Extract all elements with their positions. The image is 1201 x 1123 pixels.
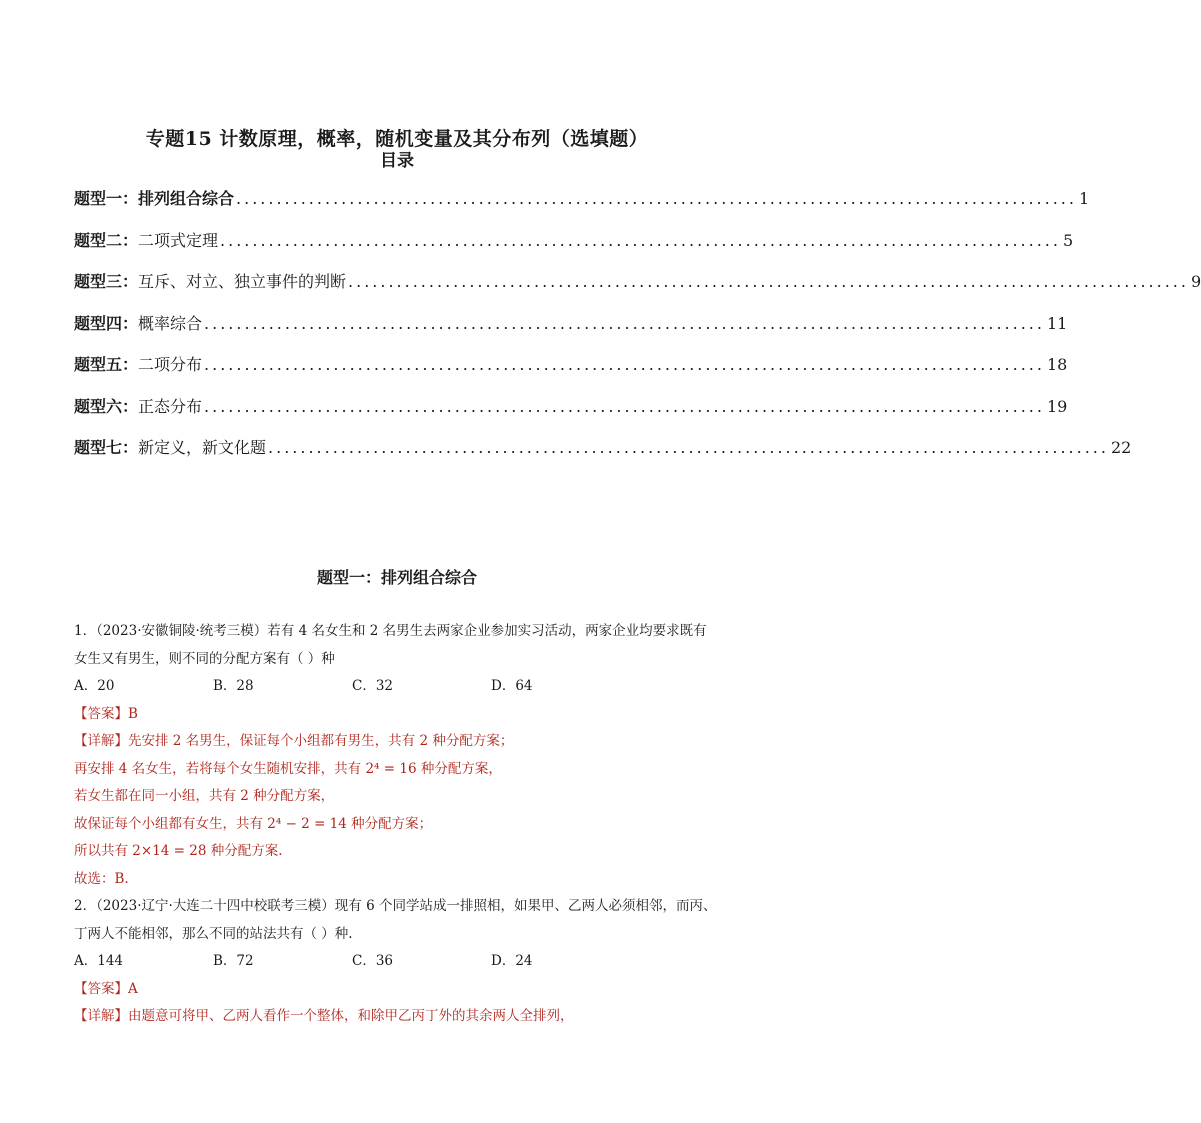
toc-label: 题型一： bbox=[74, 189, 139, 208]
toc-page: 22 bbox=[1110, 438, 1132, 457]
toc-page: 9 bbox=[1190, 272, 1201, 291]
question-body bbox=[74, 618, 726, 1031]
toc-text: 新定义，新文化题 bbox=[138, 438, 267, 457]
q1-detail-line-3: 若女生都在同一小组，共有 2 种分配方案， bbox=[74, 788, 335, 804]
toc-leader: ........................................................................................................ bbox=[268, 438, 1109, 457]
toc-heading: 目录 bbox=[380, 151, 414, 171]
toc-page: 19 bbox=[1046, 396, 1068, 416]
q1-stem-line-1: 1．（2023·安徽铜陵·统考三模）若有 4 名女生和 2 名男生去两家企业参加实习活动，两家企业均要求既有 bbox=[74, 623, 707, 639]
q2-detail-line-1 bbox=[74, 1003, 726, 1031]
q2-option-b: B．72 bbox=[213, 953, 254, 969]
q2-option-c: C．36 bbox=[352, 953, 394, 969]
toc-entry-7[interactable] bbox=[74, 435, 1132, 477]
q1-detail-line-4: 故保证每个小组都有女生，共有 2⁴ − 2 = 14 种分配方案； bbox=[74, 815, 433, 832]
toc-text: 概率综合 bbox=[138, 313, 203, 333]
q1-option-c: C．32 bbox=[352, 678, 394, 694]
toc-label: 题型四： bbox=[74, 313, 139, 333]
toc-label: 题型六： bbox=[74, 396, 139, 416]
q1-option-d: D．64 bbox=[491, 678, 533, 694]
q1-options bbox=[74, 673, 726, 701]
toc-leader: ........................................................................................................ bbox=[220, 230, 1061, 250]
toc-page: 18 bbox=[1046, 355, 1068, 374]
q1-option-a: A．20 bbox=[74, 678, 115, 694]
toc-text: 二项分布 bbox=[138, 355, 203, 374]
toc-label: 题型三： bbox=[74, 272, 139, 291]
detail-label: 【详解】 bbox=[74, 733, 128, 749]
answer-label: 【答案】 bbox=[74, 980, 128, 997]
toc-leader: ........................................................................................................ bbox=[204, 313, 1045, 333]
toc-entry-6[interactable] bbox=[74, 394, 1068, 436]
table-of-contents bbox=[74, 186, 1201, 477]
toc-label: 题型五： bbox=[74, 355, 139, 374]
toc-label: 题型七： bbox=[74, 438, 139, 457]
q1-conclusion: 故选：B. bbox=[74, 870, 129, 887]
toc-entry-4[interactable] bbox=[74, 311, 1068, 353]
q1-detail-line-1 bbox=[74, 728, 726, 756]
q2-option-a: A．144 bbox=[74, 953, 124, 969]
toc-text: 正态分布 bbox=[138, 396, 203, 416]
toc-text: 排列组合综合 bbox=[138, 189, 235, 208]
toc-text: 互斥、对立、独立事件的判断 bbox=[138, 272, 347, 291]
toc-entry-5[interactable] bbox=[74, 352, 1068, 394]
toc-text: 二项式定理 bbox=[138, 230, 219, 250]
toc-label: 题型二： bbox=[74, 230, 139, 250]
toc-page: 1 bbox=[1078, 189, 1090, 208]
q2-options bbox=[74, 948, 726, 976]
page-title: 专题15 计数原理，概率，随机变量及其分布列（选填题） bbox=[145, 128, 649, 150]
q2-stem-line-1: 2．（2023·辽宁·大连二十四中校联考三模）现有 6 个同学站成一排照相，如果甲、乙两人必须相邻，而丙、 bbox=[74, 898, 717, 914]
toc-entry-2[interactable] bbox=[74, 228, 1074, 270]
section-title: 题型一：排列组合综合 bbox=[316, 568, 477, 587]
toc-entry-1[interactable] bbox=[74, 186, 1090, 228]
detail-text: 由题意可将甲、乙两人看作一个整体，和除甲乙丙丁外的其余两人全排列， bbox=[128, 1008, 574, 1024]
q2-answer bbox=[74, 976, 726, 1004]
toc-page: 11 bbox=[1046, 313, 1068, 333]
q1-detail-line-5: 所以共有 2×14 = 28 种分配方案. bbox=[74, 843, 283, 859]
answer-value: B bbox=[128, 705, 138, 722]
q2-option-d: D．24 bbox=[491, 953, 533, 969]
toc-leader: ........................................................................................................ bbox=[236, 189, 1077, 208]
q2-stem-line-2: 丁两人不能相邻，那么不同的站法共有（ ）种. bbox=[74, 925, 353, 942]
detail-text: 先安排 2 名男生，保证每个小组都有男生，共有 2 种分配方案； bbox=[128, 733, 514, 749]
answer-value: A bbox=[128, 980, 138, 997]
toc-leader: ........................................................................................................ bbox=[204, 396, 1045, 416]
q1-detail-line-2: 再安排 4 名女生，若将每个女生随机安排，共有 2⁴ = 16 种分配方案， bbox=[74, 760, 502, 777]
q1-answer bbox=[74, 701, 726, 729]
toc-entry-3[interactable] bbox=[74, 269, 1201, 311]
toc-leader: ........................................................................................................ bbox=[204, 355, 1045, 374]
detail-label: 【详解】 bbox=[74, 1008, 128, 1024]
toc-leader: ........................................................................................................ bbox=[348, 272, 1189, 291]
q1-option-b: B．28 bbox=[213, 678, 254, 694]
q1-stem-line-2: 女生又有男生，则不同的分配方案有（ ）种 bbox=[74, 650, 335, 667]
toc-page: 5 bbox=[1062, 230, 1074, 250]
answer-label: 【答案】 bbox=[74, 705, 128, 722]
